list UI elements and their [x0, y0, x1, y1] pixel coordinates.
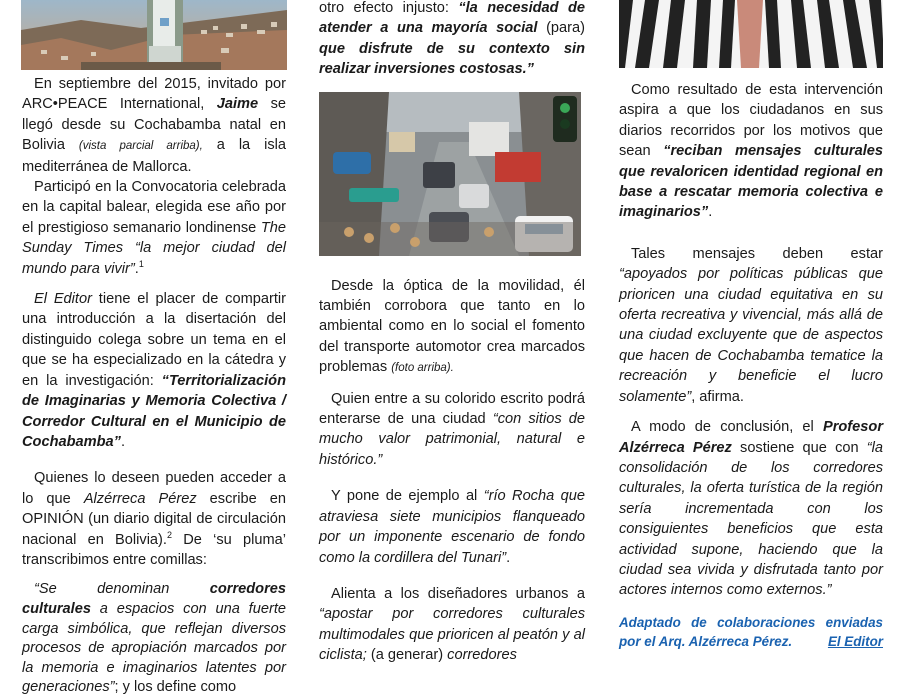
- access-text-2: escribe en OPINIÓN (un diario digital de circulación nacional en Bolivia).: [22, 490, 286, 548]
- designers-paragraph: [319, 584, 585, 666]
- injustice-paragraph: [319, 0, 585, 80]
- editor-signature-link[interactable]: El Editor: [827, 633, 883, 649]
- convocatoria-end: .: [134, 260, 139, 277]
- rocha-text: Y pone de ejemplo al: [331, 488, 484, 505]
- colorful-text: Quien entre a su colorido escrito podrá enterarse de una ciudad: [319, 390, 585, 428]
- editor-label: El Editor: [34, 291, 92, 308]
- intro-text-3: a la isla mediterránea de Mallorca.: [22, 137, 286, 175]
- result-paragraph: [619, 80, 883, 223]
- footnote-ref-1[interactable]: 1: [138, 258, 144, 269]
- rocha-paragraph: [319, 486, 585, 568]
- cultural-corridors-term: corredores culturales: [22, 581, 286, 617]
- traffic-street-photo: [319, 92, 581, 256]
- social-majority-quote: “la necesidad de atender a una mayoría social: [319, 0, 585, 37]
- credit-line: [619, 613, 883, 651]
- convocatoria-text: Participó en la Convocatoria celebrada en la capital balear, elegida ese año por el prestigioso semanario londinense: [22, 179, 286, 236]
- corredores-word: corredores: [447, 647, 517, 664]
- cochabamba-view-image: [21, 0, 287, 70]
- access-paragraph: [22, 468, 286, 570]
- access-text: Quienes lo deseen pueden acceder a lo que: [22, 470, 286, 507]
- conclusion-paragraph: [619, 417, 883, 601]
- designers-text: Alienta a los diseñadores urbanos a: [331, 585, 585, 602]
- photo-caption-2: (foto arriba).: [391, 362, 454, 375]
- best-city-quote: “la mejor ciudad del mundo para vivir”: [22, 240, 286, 277]
- cochabamba-view-photo: [21, 0, 287, 70]
- consolidation-quote: “la consolidación de los corredores culturales, la oferta turística de la región sería incrementada con los consiguientes beneficios que esta actividad supone, haciendo que la ciudad sea vivida y disfrutada tanto por actores internos como externos.”: [619, 439, 884, 599]
- editor-text: tiene el placer de compartir una introducción a la disertación del distinguido colega sobre un tema en el que se ha especializado en la cátedra y en la investigación:: [22, 291, 287, 389]
- conclusion-text: A modo de conclusión, el: [631, 419, 823, 436]
- portrait-photo: [619, 0, 883, 68]
- author-name: Alzérreca Pérez: [83, 490, 197, 507]
- photo-caption: (vista parcial arriba),: [78, 140, 203, 153]
- intro-text: En septiembre del 2015, invitado por ARC•PEACE International,: [22, 76, 286, 113]
- author-first-name: Jaime: [216, 96, 259, 113]
- definition-tail: ; y los define como: [114, 679, 237, 696]
- conclusion-text-2: sostiene que con: [731, 439, 867, 456]
- footnote-ref-2[interactable]: 2: [166, 529, 172, 540]
- definition-quote: a espacios con una fuerte carga simbólica, que reflejan diversos procesos de apropiación marcados por la memoria e imaginarios latentes por generaciones”: [22, 600, 286, 696]
- convocatoria-paragraph: [22, 177, 286, 279]
- result-text: Como resultado de esta intervención aspira a que los ciudadanos en sus diarios recorridos por los motivos que sean: [619, 82, 883, 160]
- multimodal-quote: “apostar por corredores culturales multimodales que prioricen al peatón y al ciclista;: [319, 606, 585, 664]
- result-end: .: [708, 204, 713, 221]
- intro-text-2: se llegó desde su Cochabamba natal en Bolivia: [22, 96, 286, 154]
- traffic-street-image: [319, 92, 581, 256]
- editor-paragraph: [22, 289, 286, 452]
- designers-para: (a generar): [366, 647, 448, 664]
- cultural-messages-quote: “reciban mensajes culturales que revaloricen identidad regional en base a rescatar memoria colectiva e imaginarios”: [619, 143, 883, 221]
- rio-rocha-quote: “río Rocha que atraviesa siete municipios flanqueado por un imponente escenario de fondo como la cordillera del Tunari”: [319, 488, 585, 566]
- access-text-3: De ‘su pluma’ transcribimos entre comillas:: [22, 531, 286, 568]
- credit-text: Adaptado de colaboraciones enviadas por el Arq. Alzérreca Pérez.: [619, 614, 883, 649]
- messages-paragraph: [619, 244, 883, 407]
- mobility-paragraph: [319, 276, 585, 379]
- injustice-text: otro efecto injusto:: [319, 0, 459, 16]
- portrait-image: [619, 0, 883, 68]
- colorful-paragraph: [319, 389, 585, 471]
- column-2: [319, 0, 585, 666]
- definition-open: “Se denominan: [34, 581, 210, 598]
- heritage-quote: “con sitios de mucho valor patrimonial, natural e histórico.”: [319, 411, 585, 468]
- editor-end: .: [120, 433, 125, 450]
- rocha-end: .: [506, 549, 511, 566]
- newspaper-name: The Sunday Times: [22, 219, 286, 257]
- intro-paragraph: [22, 74, 286, 177]
- messages-text: Tales mensajes deben estar: [631, 245, 883, 262]
- public-policy-quote: “apoyados por políticas públicas que prioricen una ciudad equitativa en su oferta recreativa y vivencial, más allá de una ciudad excluyente que de aspectos que hacen de Cochabamba tematice la recreación y beneficie el lucro solamente”: [619, 266, 883, 405]
- messages-end: , afirma.: [691, 388, 744, 405]
- mobility-text: Desde la óptica de la movilidad, él también corrobora que tanto en lo ambiental como en lo social el fomento del transporte automotor crea marcados problemas: [319, 277, 585, 376]
- column-3: [619, 0, 883, 651]
- dissertation-title: “Territorialización de Imaginarias y Memoria Colectiva / Corredor Cultural en el Municipio de Cochabamba”: [22, 372, 286, 450]
- injustice-para: (para): [537, 20, 586, 37]
- definition-paragraph: [22, 580, 286, 698]
- professor-name: Profesor Alzérreca Pérez: [619, 419, 883, 456]
- column-1: [22, 0, 286, 698]
- context-quote: que disfrute de su contexto sin realizar inversiones costosas.”: [319, 40, 585, 78]
